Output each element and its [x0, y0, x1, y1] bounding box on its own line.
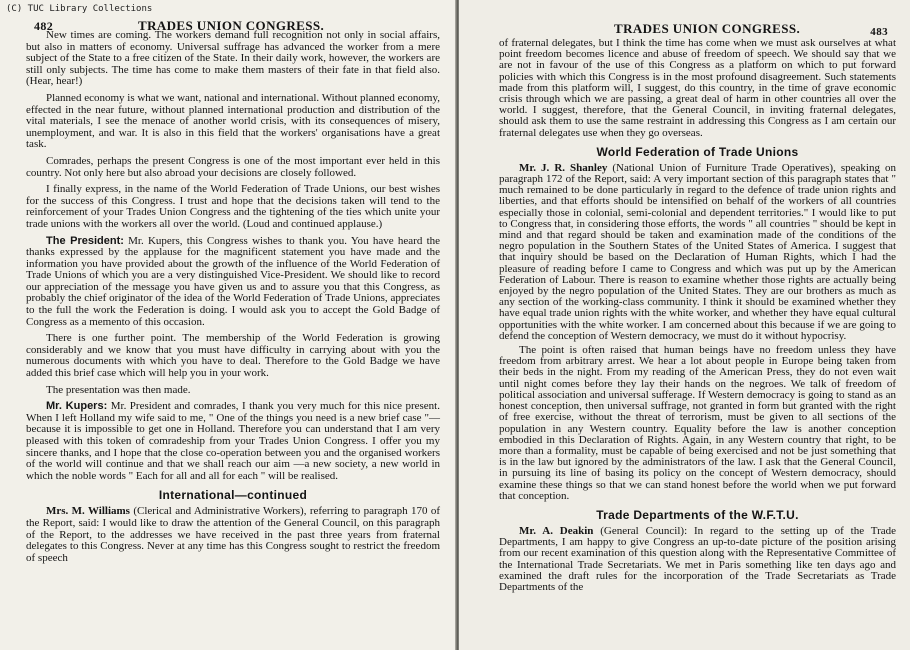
right-page [459, 0, 910, 650]
paragraph: I finally express, in the name of the World Federation of Trade Unions, our best wishes for the success of this Congress. I trust and hope that the decisions taken will tend to the reinforcement of your Trades Union Congress and the tightening of the ties which unite your trade unions with the workers all over the world. (Loud and continued applause.) [26, 183, 440, 230]
shanley-speech [499, 163, 896, 342]
page-number: 483 [870, 26, 888, 38]
running-head: TRADES UNION CONGRESS. [138, 18, 325, 33]
right-page-header [499, 18, 896, 38]
copyright-watermark: (C) TUC Library Collections [6, 4, 153, 14]
president-speech [26, 236, 440, 329]
speech-text: Mr. President and comrades, I thank you very much for this nice present. When I left Holland my wife said to me, " One of the things you need is a new brief case "—because it is impossible to get one in Holland. Therefore you can understand that I am very pleased with this token of comradeship from your Trades Union Congress. I offer you my sincere thanks, and I hope that the close co-operation between you and the organised workers of the world will continue and that we shall reach our aim —a new society, a new world in which the noble words " Each for all and all for each " will be realised. [26, 400, 440, 482]
speech-text: (Clerical and Administrative Workers), referring to paragraph 170 of the Report, said: I would like to draw the attention of the General Council, on this paragraph of the Report, to the addresses we have received in the past three years from fraternal delegates to this Congress. Never at any time has this Congress sought to restrict the freedom of speech [26, 505, 441, 564]
running-head: TRADES UNION CONGRESS. [614, 21, 801, 36]
paragraph: Comrades, perhaps the present Congress is one of the most important ever held in this country. Not only here but also abroad your decisions are closely followed. [26, 154, 440, 179]
speaker-name: Mr. J. R. Shanley [519, 161, 608, 174]
speech-text: (National Union of Furniture Trade Operatives), speaking on paragraph 172 of the Report, said: A very important section of this paragraph states that " much remained to be done particularly in regard to the defence of trade union rights and liberties, and that efforts should be intensified on behalf of the workers of all countries especially those in colonial, semi-colonial and dependent territories." I would like to put to Congress that, in considering those efforts, the words " all countries " should be kept in mind and that regard should be taken and examination made of the conditions of the negro population in the Southern States of the United States of America. I suggest that that inquiry should be based on the Declaration of Human Rights, which I had the pleasure of reading before I came to Congress and which was put up by the American Federation of Labour. There is reason to examine whether those rights are actually being enjoyed by the negro population of the United States. They are our brothers as much as any section of the working-class community. I think it should be examined whether they have equal trade union rights with the white worker, and whether they have equal cultural opportunities with the white worker. I am concerned about this because if we are going to defend the conception of Western democracy, we must do it without hypocrisy. [499, 161, 896, 342]
section-heading: World Federation of Trade Unions [596, 144, 799, 159]
paragraph: of fraternal delegates, but I think the time has come when we must ask ourselves at what point freedom becomes licence and abuse of freedom of speech. We should say that we are not in favour of the use of this Congress as a platform on which to put forward policies with which this Congress is in the most profound disagreement. Such statements made from this platform will, I suggest, do this country, in the time of grave economic crisis through which we are passing, a great deal of harm in other countries all over the world. I suggest, therefore, that the General Council, in inviting fraternal delegates, should ask them to use the same restraint in addressing this Congress as I am certain our fraternal delegates use when they go overseas. [499, 37, 896, 139]
speaker-name: The President: [46, 234, 124, 247]
paragraph: The presentation was then made. [46, 383, 191, 396]
deakin-speech [499, 526, 896, 593]
paragraph: The point is often raised that human beings have no freedom unless they have freedom from arbitrary arrest. We hear a lot about people in Europe being taken from their beds in the night. From my reading of the American Press, they do not even wait until night comes before they lay their hands on the negroes. We talk of freedom of political association and universal sufferage. If Western democracy is going to stand as an honest conception, then universal suffrage, not granted in form but granted with the right of free exercise, without the threat of terrorism, must be given to all sections of the population in any Western country. Equality before the law is another conception embodied in this Declaration of Rights. Again, in any Western country that right, to be more than a formality, must be capable of being exercised and not be just something that is in the law but ignored by the administrators of the law. I ask that the General Council, in pursuing its line of basing its policy on the concept of Western democracy, should examine these things so that we can stand honest before the world when we put forward that conception. [499, 344, 896, 502]
speech-text: Mr. Kupers, this Congress wishes to thank you. You have heard the thanks expressed by the applause for the magnificent statement you have made and the information you have provided about the growth of the influence of the World Federation of Trade Unions of which you are a very distinguished Vice-President. We should like to record our appreciation of the message you have given us and to assure you that this Congress, as probably the chief originator of the idea of the World Federation of Trade Unions, appreciates to the full the work the Federation is doing. I would ask you to accept the Gold Badge of Congress as a memento of this occasion. [26, 234, 441, 328]
speech-text: (General Council): In regard to the setting up of the Trade Departments, I am happy to give Congress an up-to-date picture of the position arising from our recent examination of this question along with the Representative Committee of the International Trade Secretariats. We met in Paris something like ten days ago and examined the draft rules for the incorporation of the Trade Secretariats as Trade Departments of the [499, 524, 896, 593]
section-heading: Trade Departments of the W.F.T.U. [596, 507, 799, 522]
speaker-name: Mrs. M. Williams [46, 505, 130, 518]
kupers-speech [26, 401, 440, 482]
williams-speech [26, 506, 440, 564]
paragraph: New times are coming. The workers demand full recognition not only in social affairs, but also in matters of economy. Universal suffrage has advanced the worker from a mere subject of the State to a free citizen of the State. In their daily work, however, the workers are still only subjects. The time has come to make them masters of their fate in that field also. (Hear, hear!) [26, 29, 440, 88]
paragraph: There is one further point. The membership of the World Federation is growing considerably and we know that you must have difficulty in carrying about with you the numerous documents with which you have to deal. Therefore to the Gold Badge we have added this brief case which will help you in your work. [26, 332, 440, 380]
section-heading: International—continued [158, 488, 308, 503]
left-page-header [26, 6, 440, 33]
speaker-name: Mr. Kupers: [46, 400, 108, 413]
page-number: 482 [34, 19, 54, 33]
paragraph: Planned economy is what we want, national and international. Without planned economy, effected in the near future, without planned international production and distribution of the vital materials, I see the menace of another world crisis, with its consequences of misery, unemployment, and war. It is also in this field that the workers' organisations have a great task. [26, 91, 440, 151]
speaker-name: Mr. A. Deakin [519, 524, 594, 537]
